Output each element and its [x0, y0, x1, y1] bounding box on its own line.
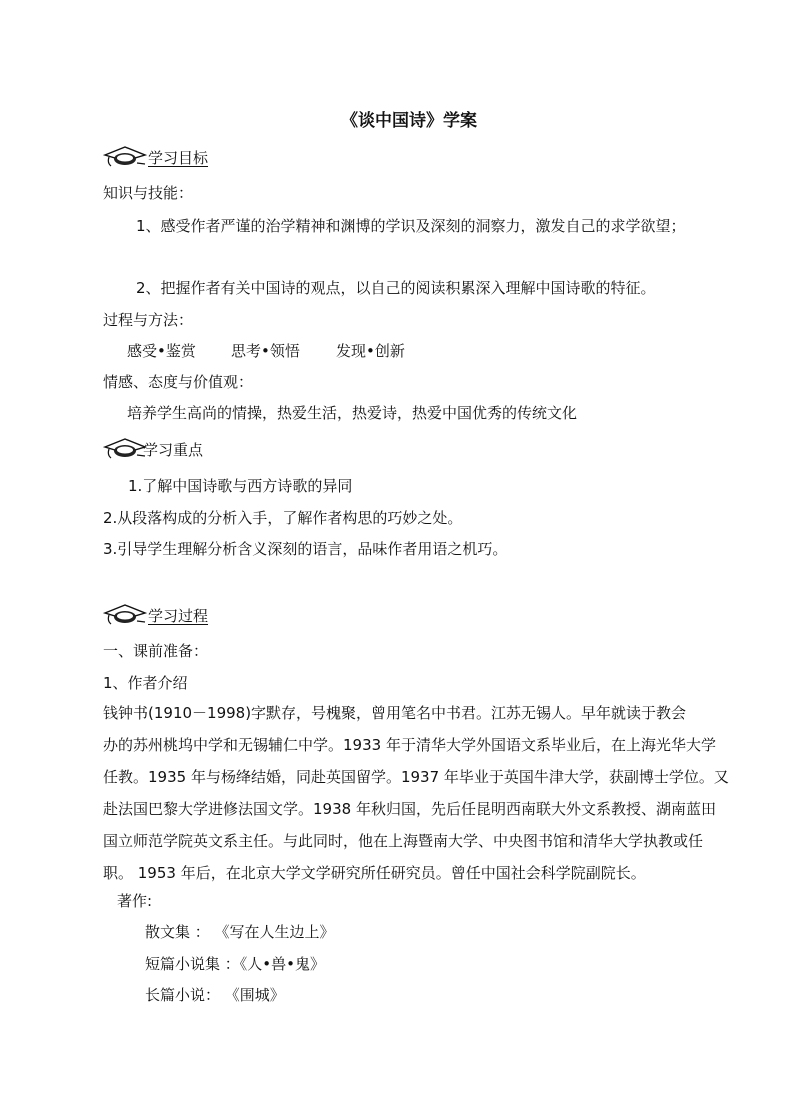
work-item: 短篇小说集 ：《人•兽•鬼》 [145, 955, 325, 973]
process-method: 感受•鉴赏 [127, 342, 196, 360]
bio-line: 钱钟书(1910－1998)字默存，号槐聚，曾用笔名中书君。江苏无锡人。早年就读于教会 [103, 704, 687, 722]
graduation-cap-icon [103, 143, 147, 169]
works-heading: 著作: [117, 892, 153, 910]
bio-line: 任教。1935 年与杨绛结婚，同赴英国留学。1937 年毕业于英国牛津大学，获副博士学位。又 [103, 768, 729, 786]
knowledge-item: 2、把握作者有关中国诗的观点，以自己的阅读积累深入理解中国诗歌的特征。 [136, 279, 656, 297]
page-title: 《谈中国诗》学案 [341, 111, 477, 131]
process-heading: 过程与方法： [103, 311, 194, 329]
bio-line: 职。 1953 年后，在北京大学文学研究所任研究员。曾任中国社会科学院副院长。 [103, 864, 646, 882]
section-label: 学习重点 [143, 441, 204, 459]
emotion-text: 培养学生高尚的情操，热爱生活，热爱诗，热爱中国优秀的传统文化 [127, 404, 578, 422]
bio-line: 办的苏州桃坞中学和无锡辅仁中学。1933 年于清华大学外国语文系毕业后，在上海光华大学 [103, 736, 716, 754]
section-label: 学习过程 [148, 607, 209, 625]
work-item: 长篇小说： 《围城》 [145, 986, 285, 1004]
author-bio [103, 697, 729, 889]
knowledge-heading: 知识与技能： [103, 184, 194, 202]
key-point-item: 3.引导学生理解分析含义深刻的语言，品味作者用语之机巧。 [103, 540, 508, 558]
knowledge-item: 1、感受作者严谨的治学精神和渊博的学识及深刻的洞察力，激发自己的求学欲望； [136, 217, 686, 235]
graduation-cap-icon [103, 601, 147, 627]
subheading: 一、课前准备： [103, 642, 209, 660]
bio-line: 赴法国巴黎大学进修法国文学。1938 年秋归国，先后任昆明西南联大外文系教授、湖南蓝田 [103, 800, 716, 818]
section-label: 学习目标 [148, 149, 209, 167]
emotion-heading: 情感、态度与价值观： [103, 373, 254, 391]
graduation-cap-icon [103, 435, 147, 461]
process-method: 思考•领悟 [231, 342, 300, 360]
key-point-item: 1.了解中国诗歌与西方诗歌的异同 [128, 477, 353, 495]
key-point-item: 2.从段落构成的分析入手，了解作者构思的巧妙之处。 [103, 509, 463, 527]
subheading: 1、作者介绍 [103, 674, 188, 692]
work-item: 散文集 ： 《写在人生边上》 [145, 923, 335, 941]
process-method: 发现•创新 [336, 342, 405, 360]
bio-line: 国立师范学院英文系主任。与此同时，他在上海暨南大学、中央图书馆和清华大学执教或任 [103, 832, 704, 850]
